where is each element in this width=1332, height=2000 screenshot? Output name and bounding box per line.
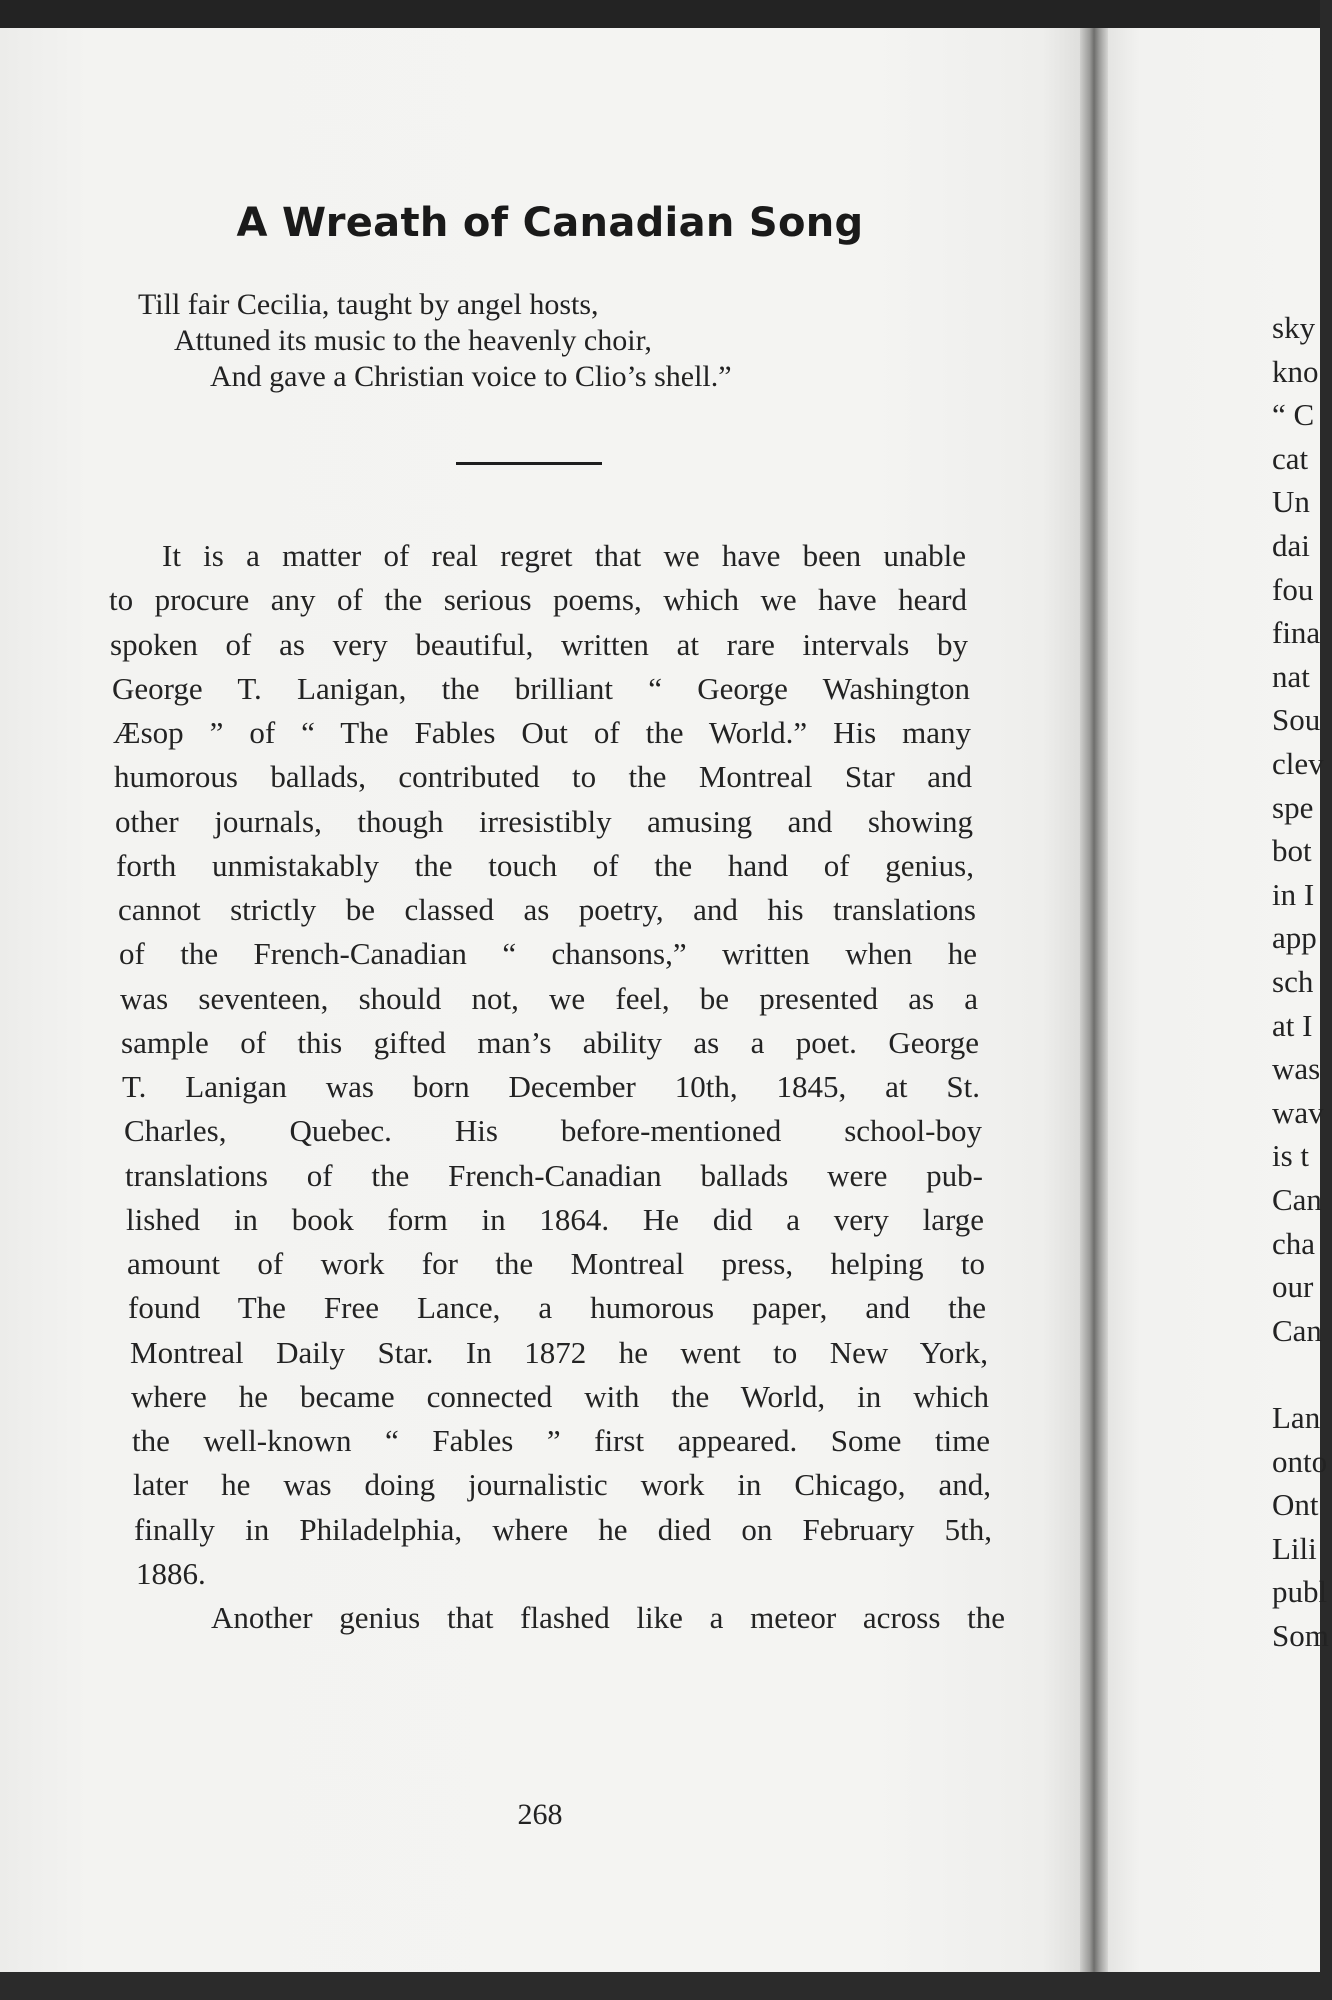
facing-page-text <box>1272 0 1329 2000</box>
facing-line-fragment: spe <box>1272 790 1314 825</box>
facing-line-fragment: Can <box>1272 1313 1322 1348</box>
body-line: Another genius that flashed like a meteor across the <box>211 1600 1005 1635</box>
body-line: found The Free Lance, a humorous paper, and the <box>128 1290 986 1325</box>
body-line: amount of work for the Montreal press, helping to <box>127 1246 985 1281</box>
facing-line-fragment: onto <box>1272 1444 1328 1479</box>
facing-line-fragment: Som <box>1272 1618 1329 1653</box>
facing-line-fragment: Ont <box>1272 1487 1319 1522</box>
facing-line-fragment: publ <box>1272 1574 1328 1609</box>
facing-line-fragment: Sou <box>1272 702 1321 737</box>
facing-line-fragment: Can <box>1272 1182 1322 1217</box>
facing-line-fragment: our <box>1272 1269 1314 1304</box>
body-line: Charles, Quebec. His before-mentioned school-boy <box>124 1113 982 1148</box>
facing-line-fragment: was <box>1272 1051 1321 1086</box>
body-line: cannot strictly be classed as poetry, and his translations <box>118 892 976 927</box>
verse-line-3: And gave a Christian voice to Clio’s shell.” <box>210 360 732 393</box>
body-line: later he was doing journalistic work in Chicago, and, <box>133 1467 991 1502</box>
body-line: Æsop ” of “ The Fables Out of the World.” His many <box>113 715 971 750</box>
verse-line-2: Attuned its music to the heavenly choir, <box>174 324 652 357</box>
facing-line-fragment: at I <box>1272 1008 1313 1043</box>
body-line: of the French-Canadian “ chansons,” written when he <box>119 936 977 971</box>
section-divider <box>456 462 602 465</box>
facing-line-fragment: cat <box>1272 441 1309 476</box>
facing-line-fragment: sky <box>1272 310 1316 345</box>
page-title: A Wreath of Canadian Song <box>236 200 864 246</box>
facing-line-fragment: “ C <box>1272 397 1315 432</box>
facing-line-fragment: clev <box>1272 746 1324 781</box>
body-line: other journals, though irresistibly amusing and showing <box>115 804 973 839</box>
facing-line-fragment: wav <box>1272 1095 1324 1130</box>
body-line: sample of this gifted man’s ability as a poet. George <box>121 1025 979 1060</box>
body-line: was seventeen, should not, we feel, be presented as a <box>120 981 978 1016</box>
book-gutter <box>1080 28 1108 1972</box>
body-line: lished in book form in 1864. He did a very large <box>126 1202 984 1237</box>
body-line: Montreal Daily Star. In 1872 he went to New York, <box>130 1335 988 1370</box>
body-line: George T. Lanigan, the brilliant “ George Washington <box>112 671 970 706</box>
facing-line-fragment: kno <box>1272 354 1319 389</box>
body-line: forth unmistakably the touch of the hand of genius, <box>116 848 974 883</box>
body-line: spoken of as very beautiful, written at rare intervals by <box>110 627 968 662</box>
facing-line-fragment: Lan <box>1272 1400 1321 1435</box>
facing-line-fragment: nat <box>1272 659 1310 694</box>
facing-line-fragment: fina <box>1272 615 1321 650</box>
body-line: T. Lanigan was born December 10th, 1845, at St. <box>122 1069 980 1104</box>
body-line: finally in Philadelphia, where he died on February 5th, <box>134 1512 992 1547</box>
facing-line-fragment: cha <box>1272 1226 1316 1261</box>
facing-line-fragment: bot <box>1272 833 1312 868</box>
facing-line-fragment: fou <box>1272 572 1314 607</box>
body-line: translations of the French-Canadian ballads were pub- <box>125 1158 983 1193</box>
page-number: 268 <box>517 1798 563 1831</box>
verse-line-1: Till fair Cecilia, taught by angel hosts, <box>138 288 599 321</box>
body-line: humorous ballads, contributed to the Montreal Star and <box>114 759 972 794</box>
facing-line-fragment: is t <box>1272 1138 1310 1173</box>
body-line: the well-known “ Fables ” first appeared. Some time <box>132 1423 990 1458</box>
facing-line-fragment: dai <box>1272 528 1310 563</box>
body-line: where he became connected with the World, in which <box>131 1379 989 1414</box>
body-line: to procure any of the serious poems, which we have heard <box>109 582 967 617</box>
facing-line-fragment: app <box>1272 920 1317 955</box>
facing-line-fragment: in I <box>1272 877 1315 912</box>
body-line: It is a matter of real regret that we have been unable <box>162 538 966 573</box>
scan-bottom-border <box>0 1972 1320 2000</box>
facing-line-fragment: sch <box>1272 964 1314 999</box>
body-line: 1886. <box>136 1556 206 1591</box>
facing-line-fragment: Lili <box>1272 1531 1317 1566</box>
scan-top-border <box>0 0 1320 28</box>
facing-line-fragment: Un <box>1272 484 1310 519</box>
